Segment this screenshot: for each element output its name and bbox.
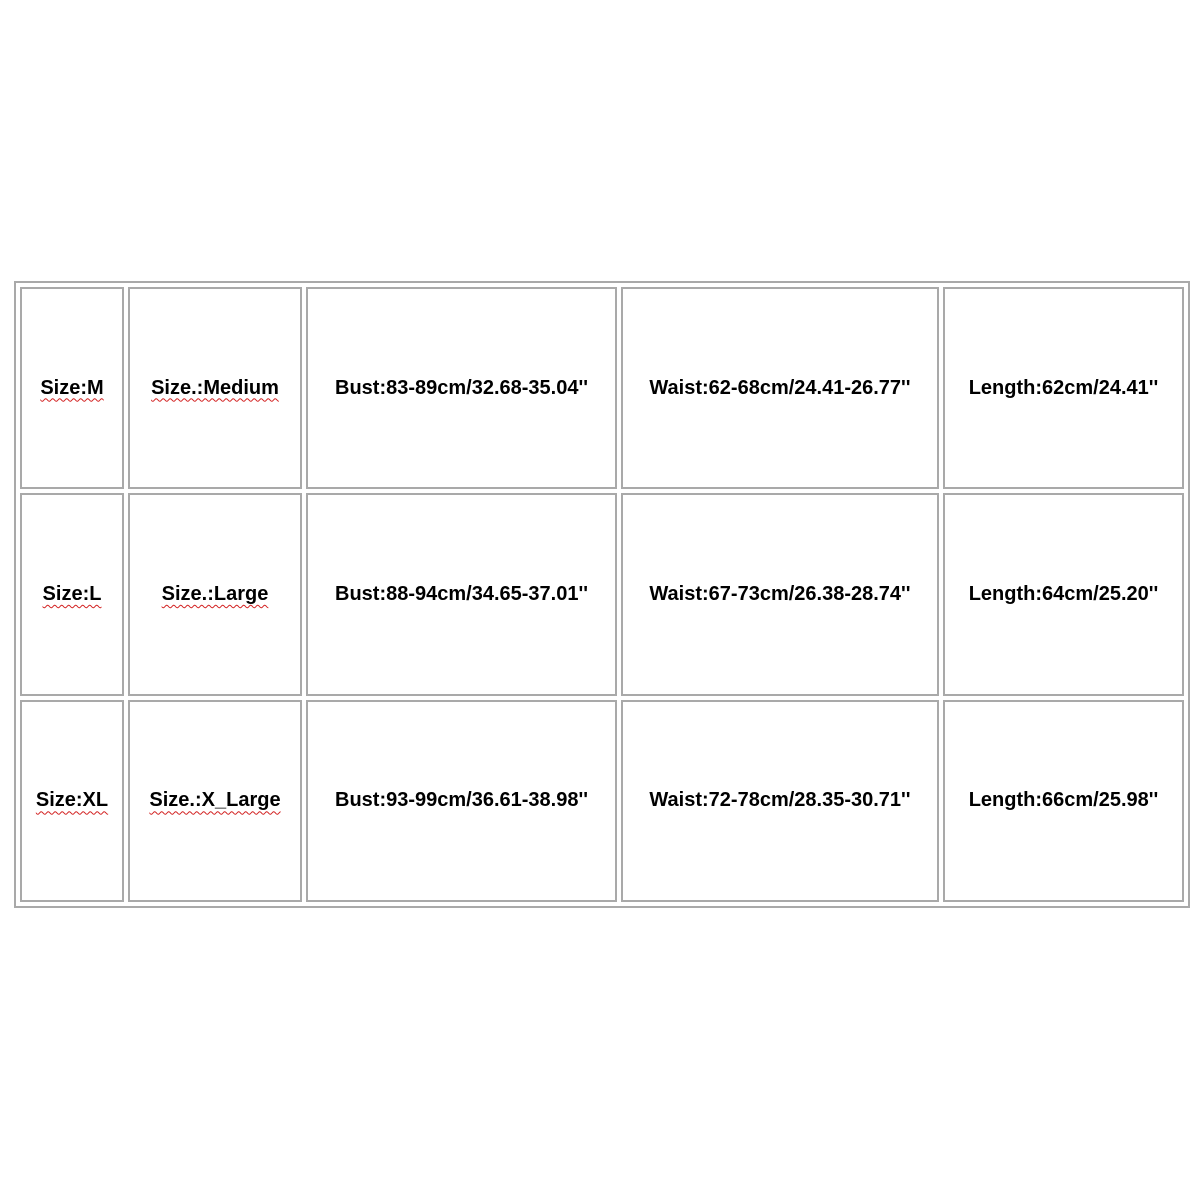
size-chart-table [14, 281, 1190, 908]
bust-cell: Bust:88-94cm/34.65-37.01'' [306, 493, 617, 695]
length-cell: Length:66cm/25.98'' [943, 700, 1184, 902]
size-label: Size:L [42, 582, 102, 605]
size-name-label: Size.:Large [161, 582, 269, 605]
size-name-cell [128, 287, 302, 489]
length-cell: Length:64cm/25.20'' [943, 493, 1184, 695]
size-name-cell [128, 493, 302, 695]
size-label: Size:M [40, 376, 104, 399]
length-cell: Length:62cm/24.41'' [943, 287, 1184, 489]
waist-cell: Waist:62-68cm/24.41-26.77'' [621, 287, 939, 489]
bust-cell: Bust:93-99cm/36.61-38.98'' [306, 700, 617, 902]
bust-cell: Bust:83-89cm/32.68-35.04'' [306, 287, 617, 489]
waist-cell: Waist:67-73cm/26.38-28.74'' [621, 493, 939, 695]
table-row [20, 493, 1184, 695]
size-name-cell [128, 700, 302, 902]
size-cell [20, 493, 124, 695]
size-cell [20, 700, 124, 902]
size-name-label: Size.:Medium [151, 376, 279, 399]
waist-cell: Waist:72-78cm/28.35-30.71'' [621, 700, 939, 902]
table-row [20, 287, 1184, 489]
size-label: Size:XL [35, 789, 109, 812]
table-row [20, 700, 1184, 902]
size-name-label: Size.:X_Large [149, 789, 281, 812]
size-cell [20, 287, 124, 489]
